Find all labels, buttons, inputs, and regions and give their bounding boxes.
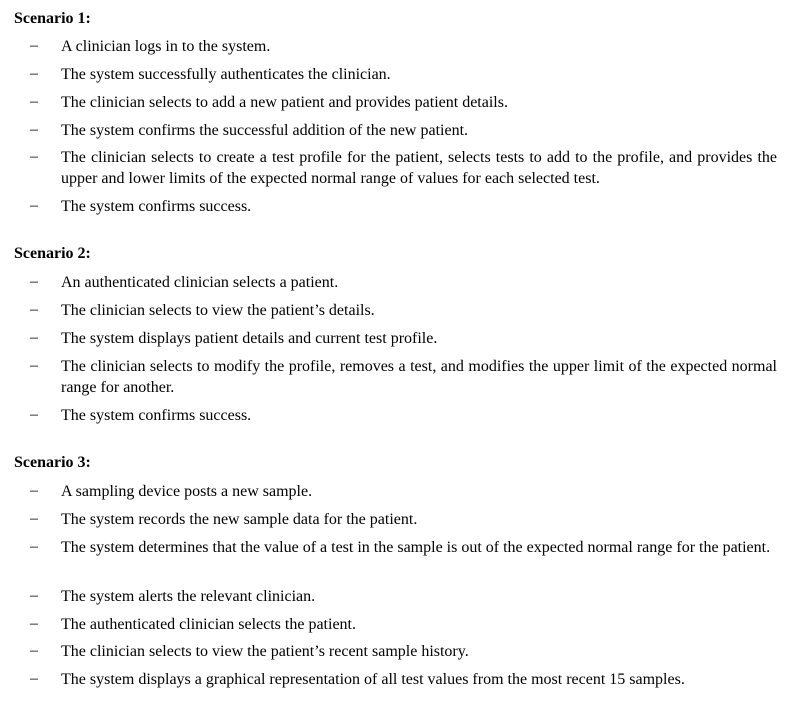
bullet-dash: –: [30, 482, 38, 499]
bullet-dash: –: [30, 197, 38, 214]
bullet-dash: –: [30, 93, 38, 110]
list-item-text: The system displays a graphical representation of all test values from the most recent 15 samples.: [61, 671, 685, 688]
bullet-dash: –: [30, 357, 38, 374]
list-item-text: A clinician logs in to the system.: [61, 38, 271, 55]
bullet-dash: –: [30, 65, 38, 82]
bullet-dash: –: [30, 301, 38, 318]
list-item-text: The system confirms success.: [61, 407, 252, 424]
bullet-dash: –: [30, 329, 38, 346]
list-item-text: The system displays patient details and current test profile.: [61, 330, 438, 347]
list-item-text: The clinician selects to create a test profile for the patient, selects tests to add to the profile, and provides the upper and lower limits of the expected normal range of values for each selected test.: [61, 149, 777, 187]
list-item-text: An authenticated clinician selects a patient.: [61, 274, 339, 291]
bullet-dash: –: [30, 273, 38, 290]
list-item-text: The system records the new sample data for the patient.: [61, 511, 418, 528]
scenario-title: Scenario 1:: [14, 10, 91, 27]
bullet-dash: –: [30, 37, 38, 54]
list-item-text: The system successfully authenticates the clinician.: [61, 66, 391, 83]
bullet-dash: –: [30, 538, 38, 555]
list-item-text: The clinician selects to modify the profile, removes a test, and modifies the upper limit of the expected normal range for another.: [61, 358, 777, 396]
bullet-dash: –: [30, 510, 38, 527]
list-item-text: The clinician selects to view the patient’s recent sample history.: [61, 643, 469, 660]
scenario-title: Scenario 3:: [14, 454, 91, 471]
list-item-text: The clinician selects to view the patient’s details.: [61, 302, 375, 319]
list-item-text: The system determines that the value of a test in the sample is out of the expected normal range for the patient.: [61, 539, 771, 556]
bullet-dash: –: [30, 587, 38, 604]
bullet-dash: –: [30, 148, 38, 165]
bullet-dash: –: [30, 642, 38, 659]
list-item-text: The authenticated clinician selects the patient.: [61, 616, 356, 633]
bullet-dash: –: [30, 615, 38, 632]
bullet-dash: –: [30, 406, 38, 423]
list-item-text: The system confirms success.: [61, 198, 252, 215]
list-item-text: The system confirms the successful addition of the new patient.: [61, 122, 469, 139]
bullet-dash: –: [30, 121, 38, 138]
list-item-text: A sampling device posts a new sample.: [61, 483, 313, 500]
scenario-title: Scenario 2:: [14, 245, 91, 262]
bullet-dash: –: [30, 670, 38, 687]
list-item-text: The system alerts the relevant clinician.: [61, 588, 316, 605]
list-item-text: The clinician selects to add a new patient and provides patient details.: [61, 94, 508, 111]
